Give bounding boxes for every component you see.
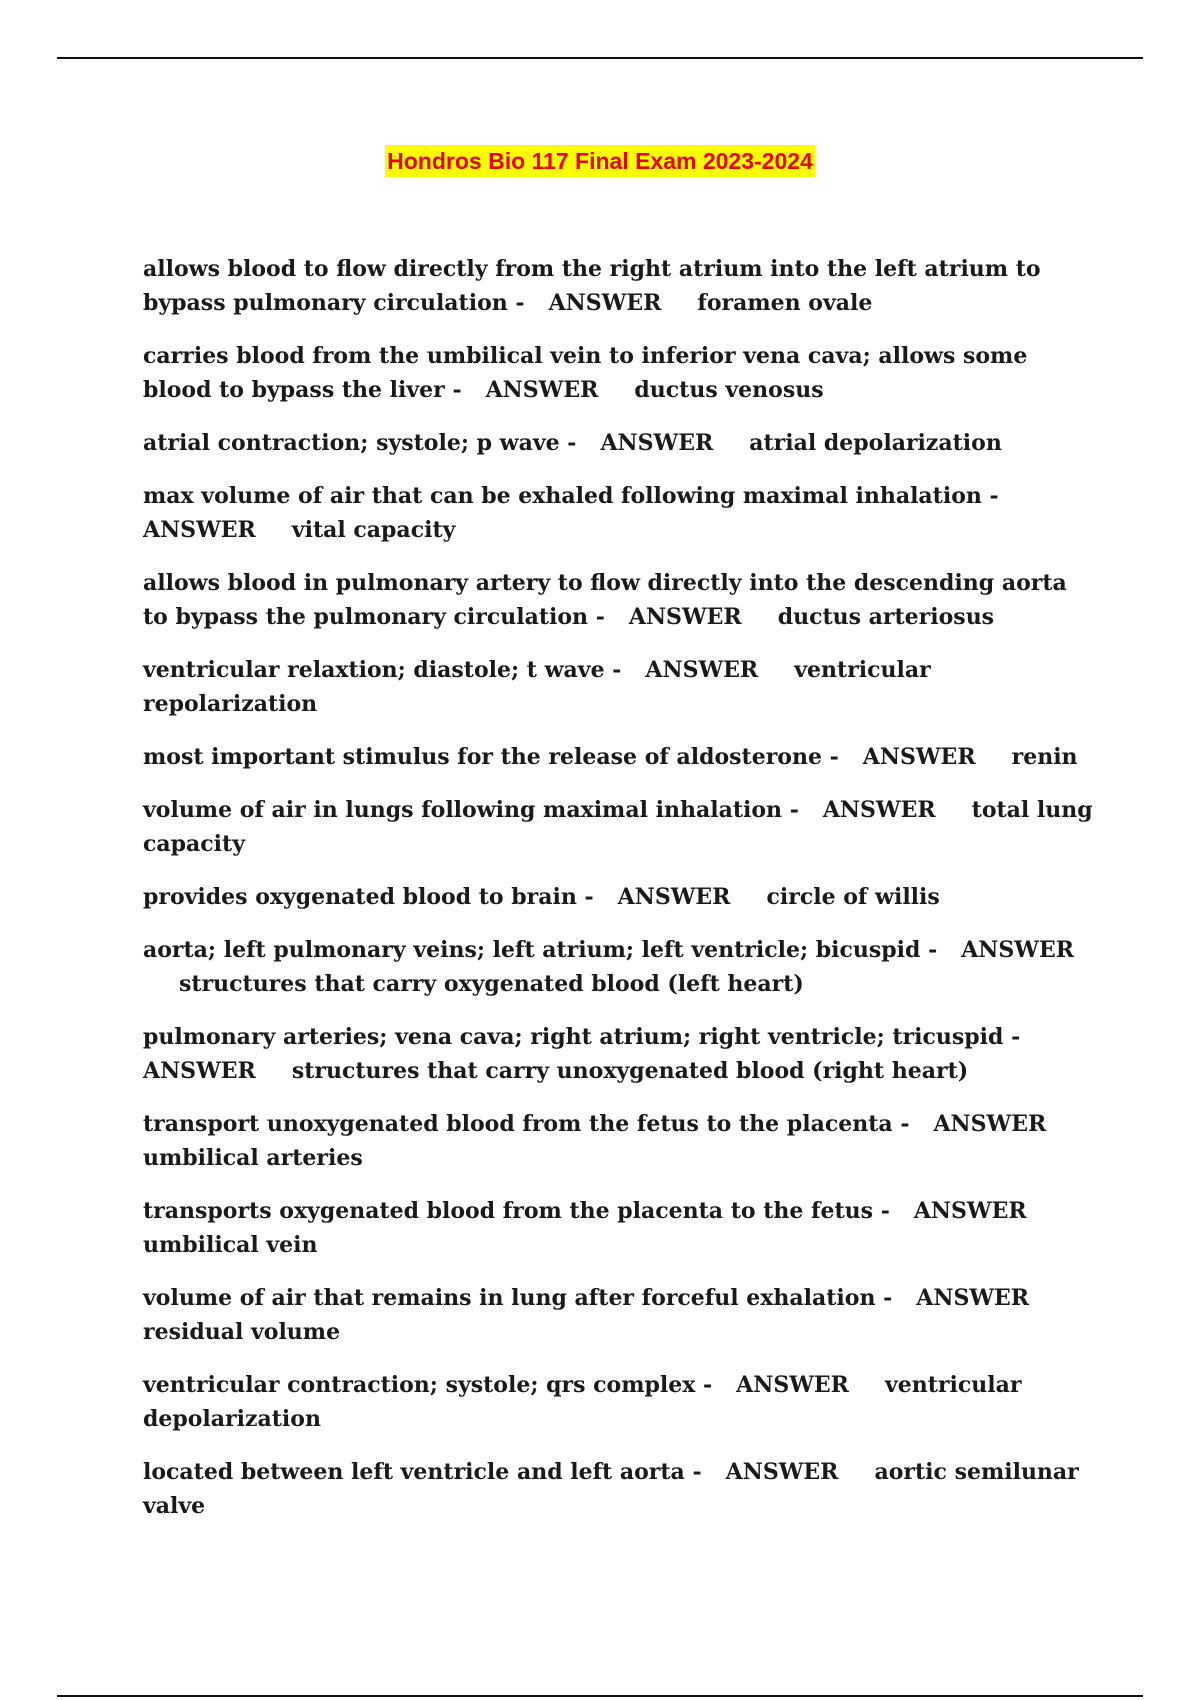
answer-label: ANSWER (736, 1372, 849, 1398)
answer-text: ventricular repolarization (143, 657, 931, 717)
answer-text: structures that carry oxygenated blood (left heart) (179, 971, 804, 997)
question-text: max volume of air that can be exhaled following maximal inhalation (143, 483, 982, 509)
dash: - (1011, 1024, 1021, 1050)
answer-label: ANSWER (485, 377, 599, 403)
answer-text: total lung capacity (143, 797, 1093, 857)
question-text: allows blood to flow directly from the right atrium into the left atrium to bypass pulmonary circulation (143, 256, 1041, 316)
answer-label: ANSWER (143, 1058, 256, 1084)
answer-text: atrial depolarization (749, 430, 1002, 456)
answer-label: ANSWER (913, 1198, 1027, 1224)
question-text: transports oxygenated blood from the placenta to the fetus (143, 1198, 874, 1224)
question-text: ventricular contraction; systole; qrs complex (143, 1372, 696, 1398)
dash: - (452, 377, 462, 403)
dash: - (883, 1285, 893, 1311)
answer-text: circle of willis (766, 884, 940, 910)
qa-item (143, 880, 1093, 914)
qa-item (143, 566, 1093, 634)
answer-label: ANSWER (628, 604, 742, 630)
answer-text: structures that carry unoxygenated blood (right heart) (291, 1058, 969, 1084)
answer-label: ANSWER (933, 1111, 1047, 1137)
dash: - (703, 1372, 713, 1398)
qa-item (143, 1107, 1093, 1175)
dash: - (928, 937, 938, 963)
dash: - (692, 1459, 702, 1485)
question-text: atrial contraction; systole; p wave (143, 430, 560, 456)
dash: - (880, 1198, 890, 1224)
answer-label: ANSWER (645, 657, 759, 683)
top-divider (57, 57, 1143, 59)
qa-item (143, 339, 1093, 407)
answer-label: ANSWER (961, 937, 1075, 963)
question-text: aorta; left pulmonary veins; left atrium; left ventricle; bicuspid (143, 937, 921, 963)
qa-item (143, 1368, 1093, 1436)
answer-text: residual volume (143, 1319, 341, 1345)
question-text: located between left ventricle and left aorta (143, 1459, 685, 1485)
qa-list (143, 252, 1093, 1542)
answer-text: ductus venosus (634, 377, 824, 403)
qa-item (143, 252, 1093, 320)
answer-label: ANSWER (822, 797, 936, 823)
answer-text: aortic semilunar valve (143, 1459, 1079, 1519)
answer-text: umbilical arteries (143, 1145, 363, 1171)
answer-label: ANSWER (725, 1459, 839, 1485)
question-text: provides oxygenated blood to brain (143, 884, 577, 910)
qa-item (143, 1020, 1093, 1088)
qa-item (143, 933, 1093, 1001)
question-text: transport unoxygenated blood from the fetus to the placenta (143, 1111, 893, 1137)
dash: - (612, 657, 622, 683)
answer-label: ANSWER (600, 430, 714, 456)
qa-item (143, 1455, 1093, 1523)
dash: - (789, 797, 799, 823)
qa-item (143, 740, 1093, 774)
qa-item (143, 653, 1093, 721)
question-text: most important stimulus for the release of aldosterone (143, 744, 822, 770)
qa-item (143, 479, 1093, 547)
document-title: Hondros Bio 117 Final Exam 2023-2024 (385, 145, 815, 177)
answer-text: umbilical vein (143, 1232, 318, 1258)
answer-text: ventricular depolarization (143, 1372, 1022, 1432)
dash: - (900, 1111, 910, 1137)
answer-label: ANSWER (548, 290, 662, 316)
dash: - (567, 430, 577, 456)
answer-label: ANSWER (916, 1285, 1030, 1311)
dash: - (595, 604, 605, 630)
question-text: carries blood from the umbilical vein to inferior vena cava; allows some blood to bypass the liver (143, 343, 1028, 403)
question-text: allows blood in pulmonary artery to flow directly into the descending aorta to bypass the pulmonary circulation (143, 570, 1067, 630)
qa-item (143, 1194, 1093, 1262)
answer-text: renin (1011, 744, 1078, 770)
question-text: volume of air in lungs following maximal inhalation (143, 797, 783, 823)
dash: - (989, 483, 999, 509)
qa-item (143, 426, 1093, 460)
question-text: volume of air that remains in lung after forceful exhalation (143, 1285, 876, 1311)
qa-item (143, 1281, 1093, 1349)
question-text: ventricular relaxtion; diastole; t wave (143, 657, 605, 683)
answer-label: ANSWER (862, 744, 976, 770)
answer-text: foramen ovale (697, 290, 873, 316)
dash: - (829, 744, 839, 770)
answer-label: ANSWER (617, 884, 731, 910)
qa-item (143, 793, 1093, 861)
dash: - (515, 290, 525, 316)
answer-label: ANSWER (143, 517, 256, 543)
bottom-divider (57, 1695, 1143, 1697)
question-text: pulmonary arteries; vena cava; right atrium; right ventricle; tricuspid (143, 1024, 1004, 1050)
title-container (0, 145, 1200, 177)
answer-text: vital capacity (291, 517, 456, 543)
dash: - (584, 884, 594, 910)
answer-text: ductus arteriosus (777, 604, 995, 630)
